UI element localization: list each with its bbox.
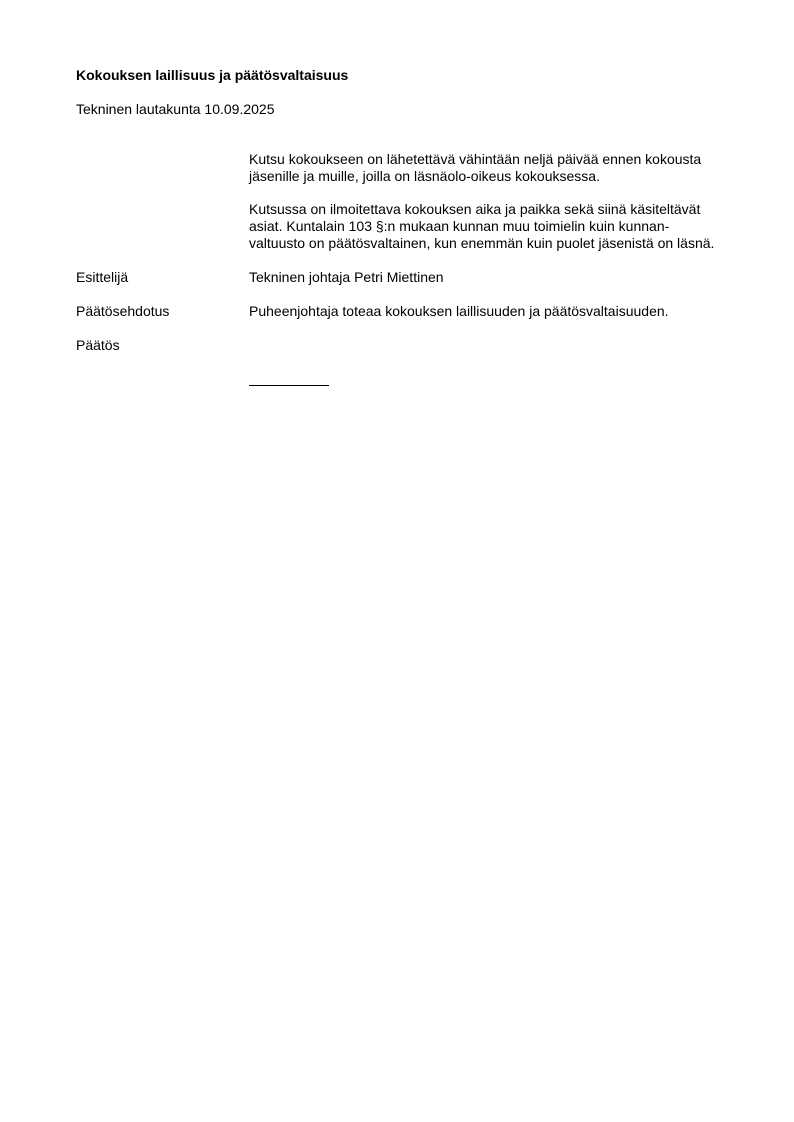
- paragraph-line: Kutsussa on ilmoitettava kokouksen aika ja paikka sekä siinä käsiteltävät: [249, 201, 701, 217]
- decision-label: Päätös: [76, 337, 120, 353]
- paragraph-invitation: [249, 151, 749, 185]
- presenter-label: Esittelijä: [76, 269, 129, 285]
- paragraph-quorum: [249, 201, 749, 252]
- paragraph-line: jäsenille ja muille, joilla on läsnäolo-oikeus kokouksessa.: [249, 168, 600, 184]
- document-heading: Kokouksen laillisuus ja päätösvaltaisuus: [76, 67, 349, 83]
- paragraph-line: valtuusto on päätösvaltainen, kun enemmän kuin puolet jäsenistä on läsnä.: [249, 235, 715, 251]
- presenter-value: Tekninen johtaja Petri Miettinen: [249, 269, 444, 285]
- paragraph-line: asiat. Kuntalain 103 §:n mukaan kunnan muu toimielin kuin kunnan-: [249, 218, 670, 234]
- signature-line: [249, 385, 329, 386]
- paragraph-line: Kutsu kokoukseen on lähetettävä vähintään neljä päivää ennen kokousta: [249, 151, 702, 167]
- proposal-value: Puheenjohtaja toteaa kokouksen laillisuuden ja päätösvaltaisuuden.: [249, 303, 669, 319]
- meeting-info: Tekninen lautakunta 10.09.2025: [76, 101, 275, 117]
- proposal-label: Päätösehdotus: [76, 303, 170, 319]
